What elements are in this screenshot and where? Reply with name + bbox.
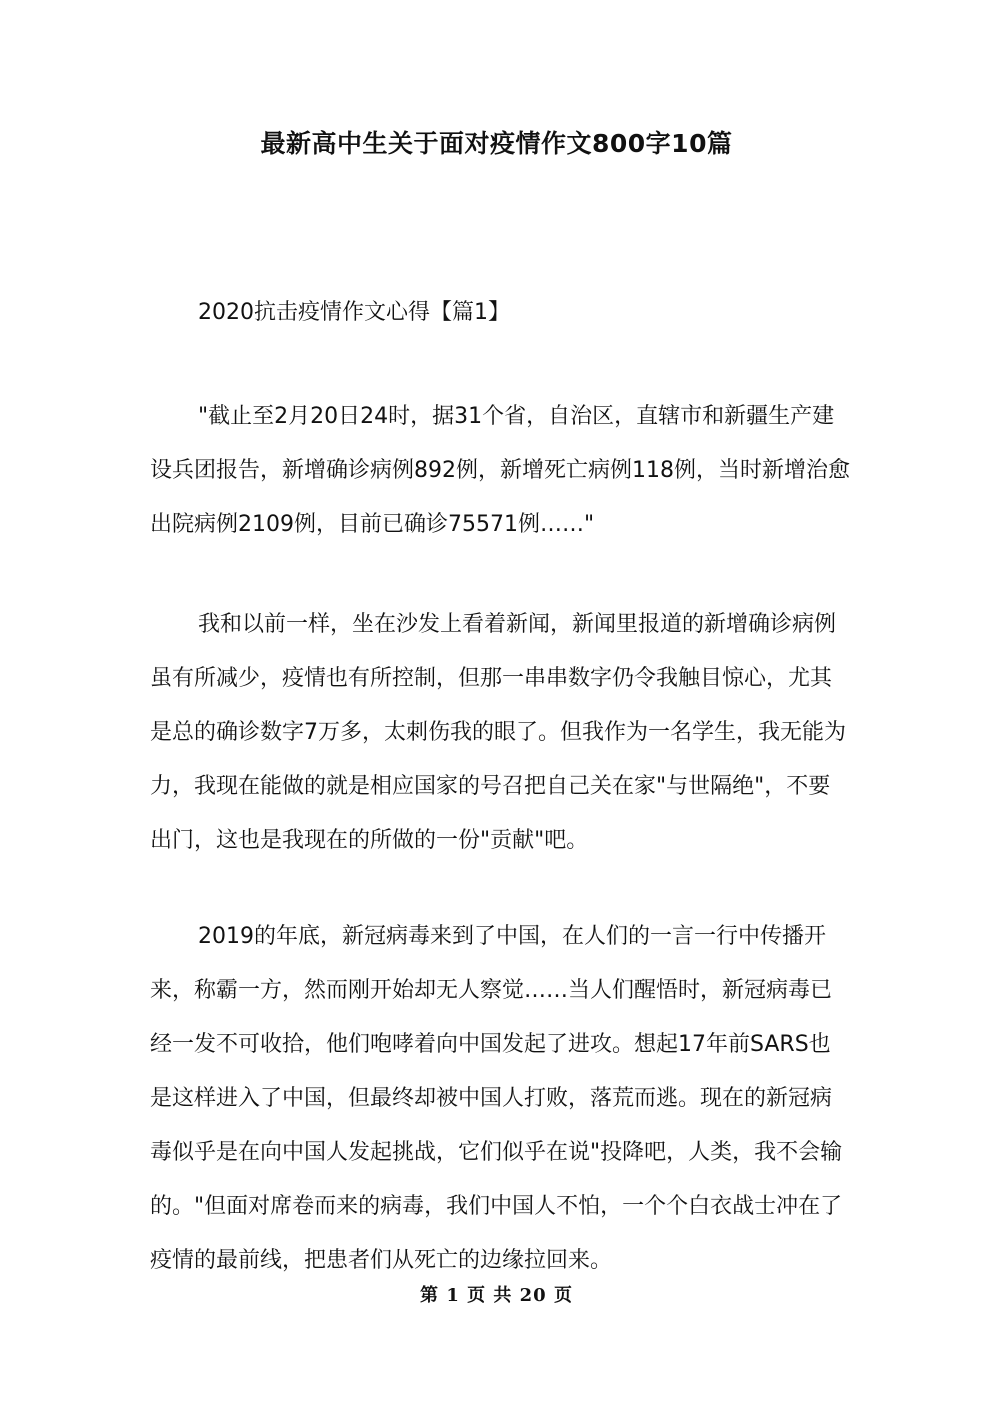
section-heading: 2020抗击疫情作文心得【篇1】 xyxy=(198,300,510,325)
page-footer: 第 1 页 共 20 页 xyxy=(420,1285,573,1306)
paragraph-2: 我和以前一样，坐在沙发上看着新闻，新闻里报道的新增确诊病例虽有所减少，疫情也有所控制，但那一串串数字仍令我触目惊心，尤其是总的确诊数字7万多，太刺伤我的眼了。但我作为一名学生，我无能为力，我现在能做的就是相应国家的号召把自己关在家"与世隔绝"，不要出门，这也是我现在的所做的一份"贡献"吧。 xyxy=(150,612,846,853)
paragraph-3: 2019的年底，新冠病毒来到了中国，在人们的一言一行中传播开来，称霸一方，然而刚开始却无人察觉……当人们醒悟时，新冠病毒已经一发不可收拾，他们咆哮着向中国发起了进攻。想起17年前SARS也是这样进入了中国，但最终却被中国人打败，落荒而逃。现在的新冠病毒似乎是在向中国人发起挑战，它们似乎在说"投降吧，人类，我不会输的。"但面对席卷而来的病毒，我们中国人不怕，一个个白衣战士冲在了疫情的最前线，把患者们从死亡的边缘拉回来。 xyxy=(150,924,843,1273)
document-title: 最新高中生关于面对疫情作文800字10篇 xyxy=(260,129,733,158)
paragraph-1: "截止至2月20日24时，据31个省，自治区，直辖市和新疆生产建设兵团报告，新增确诊病例892例，新增死亡病例118例，当时新增治愈出院病例2109例，目前已确诊75571例……" xyxy=(150,404,850,537)
